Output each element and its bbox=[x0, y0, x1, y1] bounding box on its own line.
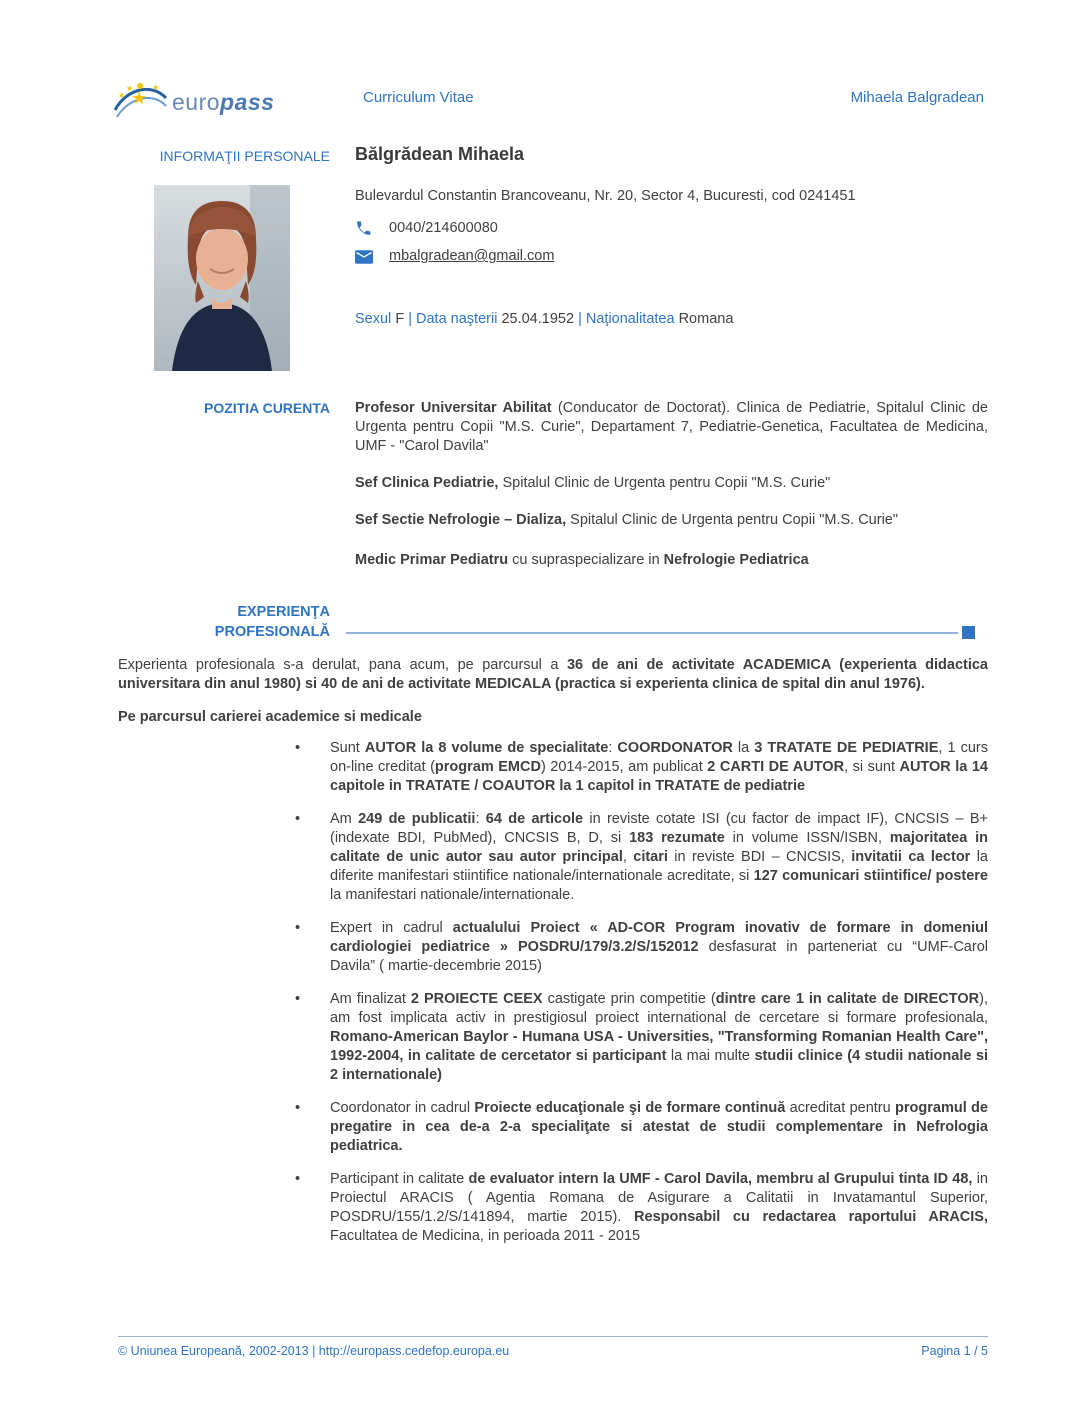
nationality-value: Romana bbox=[678, 311, 734, 327]
svg-text:★: ★ bbox=[131, 88, 148, 108]
europass-logo-icon bbox=[112, 80, 168, 124]
logo-euro-text: euro bbox=[172, 88, 221, 115]
europass-logo bbox=[112, 80, 274, 124]
experience-intro: Experienta profesionala s-a derulat, pana acum, pe parcursul a 36 de ani de activitate ACADEMICA (experienta didactica universitara din anul 1980) si 40 de ani de activitate MEDICALA (practica si experienta clinica de spital din anul 1976). bbox=[118, 657, 988, 692]
experience-rule-line bbox=[346, 632, 958, 634]
svg-text:★: ★ bbox=[152, 83, 160, 92]
logo-pass-text: pass bbox=[220, 88, 275, 115]
demographics-line bbox=[355, 310, 988, 329]
experience-bullet: • Coordonator in cadrul Proiecte educaţionale şi de formare continuă acreditat pentru programul de pregatire in cea de-a 2-a specialiţate si atestat de studii complementare in Nefrologia pediatrica. bbox=[118, 1099, 988, 1156]
address-line bbox=[355, 185, 988, 206]
position-paragraph: Profesor Universitar Abilitat (Conducator de Doctorat). Clinica de Pediatrie, Spitalul Clinic de Urgenta pentru Copii "M.S. Curie", Departament 7, Pediatrie-Genetica, Facultatea de Medicina, UMF - "Carol Davila" bbox=[355, 400, 988, 454]
current-position-content bbox=[355, 399, 988, 570]
address-text: Bulevardul Constantin Brancoveanu, Nr. 20, Sector 4, Bucuresti, cod 0241451 bbox=[355, 188, 856, 204]
photo-cell bbox=[118, 185, 330, 371]
experience-bullet: • Am 249 de publicatii: 64 de articole in reviste cotate ISI (cu factor de impact IF), CNCSIS – B+ (indexate BDI, PubMed), CNCSIS B, D, si 183 rezumate in volume ISSN/ISBN, majoritatea in calitate de unic autor sau autor principal, citari in reviste BDI – CNCSIS, invitatii ca lector la diferite manifestari stiintifice nationale/internationale acreditate, si 127 comunicari stiintifice/ postere la manifestari nationale/internationale. bbox=[118, 810, 988, 905]
experience-rule-square bbox=[962, 626, 975, 639]
phone-number: 0040/214600080 bbox=[389, 220, 498, 236]
contact-block bbox=[355, 185, 988, 371]
svg-text:★: ★ bbox=[118, 91, 126, 100]
experience-bullet-list bbox=[118, 739, 988, 1246]
header-owner-name: Mihaela Balgradean bbox=[850, 89, 984, 106]
experience-label-line2: PROFESIONALĂ bbox=[214, 624, 330, 640]
portrait-photo bbox=[154, 185, 290, 371]
europass-logo-text bbox=[172, 89, 274, 116]
birth-date-label: Data naşterii bbox=[416, 311, 498, 327]
email-icon bbox=[355, 250, 375, 264]
experience-rule bbox=[330, 602, 988, 642]
nationality-label: Naţionalitatea bbox=[585, 311, 675, 327]
experience-bullet: • Participant in calitate de evaluator intern la UMF - Carol Davila, membru al Grupului tinta ID 48, in Proiectul ARACIS ( Agentia Romana de Asigurare a Calitatii in Invatamantul Superior, POSDRU/155/1.2/S/141894, martie 2015). Responsabil cu redactarea raportului ARACIS, Facultatea de Medicina, in perioada 2011 - 2015 bbox=[118, 1170, 988, 1246]
position-paragraph: Medic Primar Pediatru cu supraspecializare in Nefrologie Pediatrica bbox=[355, 552, 809, 568]
experience-label bbox=[118, 602, 330, 642]
separator-1: | bbox=[408, 311, 412, 327]
email-line bbox=[355, 247, 988, 266]
sex-value: F bbox=[395, 311, 405, 327]
page-footer bbox=[118, 1336, 988, 1358]
page-header bbox=[0, 80, 1088, 128]
document-body bbox=[118, 142, 988, 1260]
phone-line bbox=[355, 219, 988, 238]
svg-text:★: ★ bbox=[126, 84, 134, 93]
document-type-title: Curriculum Vitae bbox=[363, 89, 474, 106]
sex-label: Sexul bbox=[355, 311, 392, 327]
phone-icon bbox=[355, 220, 375, 237]
experience-subtitle: Pe parcursul carierei academice si medicale bbox=[118, 709, 422, 725]
footer-page-number: Pagina 1 / 5 bbox=[921, 1344, 988, 1358]
email-link[interactable]: mbalgradean@gmail.com bbox=[389, 248, 555, 264]
personal-info-label: INFORMAŢII PERSONALE bbox=[159, 148, 330, 164]
experience-bullet: • Sunt AUTOR la 8 volume de specialitate: COORDONATOR la 3 TRATATE DE PEDIATRIE, 1 curs on-line creditat (program EMCD) 2014-2015, am publicat 2 CARTI DE AUTOR, si sunt AUTOR la 14 capitole in TRATATE / COAUTOR la 1 capitol in TRATATE de pediatrie bbox=[118, 739, 988, 796]
footer-copyright: © Uniunea Europeană, 2002-2013 | http://europass.cedefop.europa.eu bbox=[118, 1344, 510, 1358]
experience-bullet: • Am finalizat 2 PROIECTE CEEX castigate prin competitie (dintre care 1 in calitate de DIRECTOR), am fost implicata activ in prestigiosul proiect international de cercetare si formare profesionala, Romano-American Baylor - Humana USA - Universities, "Transforming Romanian Health Care", 1992-2004, in calitate de cercetator si participant la mai multe studii clinice (4 studii nationale si 2 internationale) bbox=[118, 990, 988, 1085]
personal-info-section bbox=[118, 142, 988, 166]
experience-section-heading bbox=[118, 602, 988, 642]
experience-bullet: • Expert in cadrul actualului Proiect « AD-COR Program inovativ de formare in domeniul cardiologiei pediatrice » POSDRU/179/3.2/S/152012 desfasurat in parteneriat cu “UMF-Carol Davila” ( martie-decembrie 2015) bbox=[118, 919, 988, 976]
personal-details-row bbox=[118, 185, 988, 371]
person-name: Bălgrădean Mihaela bbox=[355, 144, 525, 164]
birth-date-value: 25.04.1952 bbox=[501, 311, 575, 327]
experience-label-line1: EXPERIENŢA bbox=[237, 604, 330, 620]
separator-2: | bbox=[578, 311, 582, 327]
position-paragraph: Sef Sectie Nefrologie – Dializa, Spitalul Clinic de Urgenta pentru Copii "M.S. Curie" bbox=[355, 512, 898, 528]
current-position-section bbox=[118, 399, 988, 570]
position-paragraph: Sef Clinica Pediatrie, Spitalul Clinic de Urgenta pentru Copii "M.S. Curie" bbox=[355, 475, 831, 491]
current-position-label: POZITIA CURENTA bbox=[204, 400, 330, 416]
